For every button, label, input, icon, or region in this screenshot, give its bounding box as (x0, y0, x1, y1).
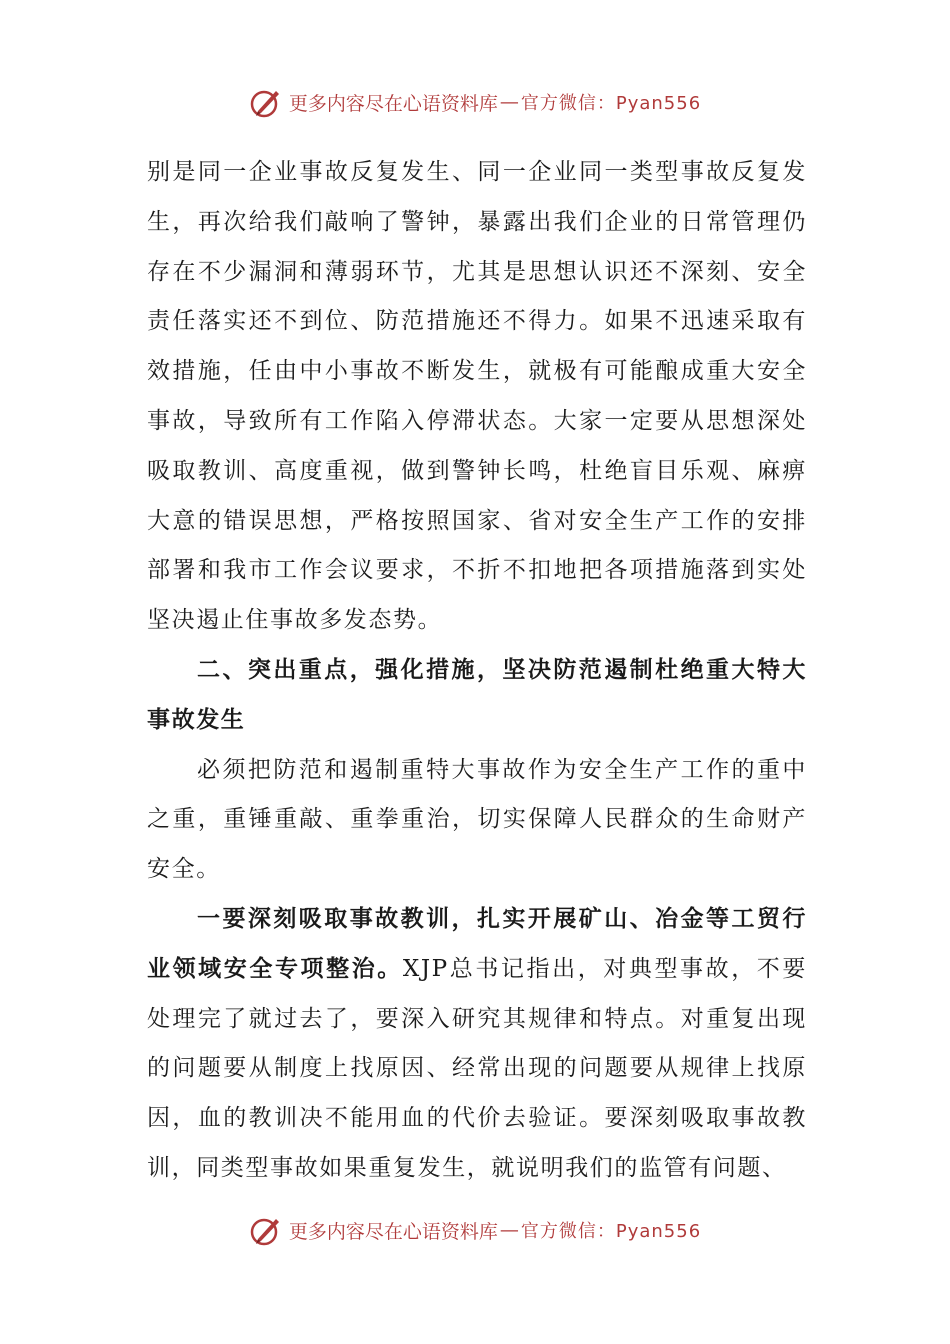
banner-dash: — (499, 1219, 519, 1241)
paragraph-1: 别是同一企业事故反复发生、同一企业同一类型事故反复发生，再次给我们敲响了警钟，暴露出我们企业的日常管理仍存在不少漏洞和薄弱环节，尤其是思想认识还不深刻、安全责任落实还不到位、防范措施还不得力。如果不迅速采取有效措施，任由中小事故不断发生，就极有可能酿成重大安全事故，导致所有工作陷入停滞状态。大家一定要从思想深处吸取教训、高度重视，做到警钟长鸣，杜绝盲目乐观、麻痹大意的错误思想，严格按照国家、省对安全生产工作的安排部署和我市工作会议要求，不折不扣地把各项措施落到实处坚决遏止住事故多发态势。 (147, 159, 807, 634)
section-heading-2: 二、突出重点，强化措施，坚决防范遏制杜绝重大特大事故发生 (147, 656, 807, 733)
paragraph-3-lead: 一要深刻吸取事故教训，扎实开展矿山、冶金等工贸行业领域安全专项整治。 (147, 905, 807, 982)
pen-logo-icon (249, 1213, 283, 1247)
pen-logo-icon (249, 85, 283, 119)
paragraph-3 (147, 895, 807, 1194)
banner-dash: — (499, 91, 519, 113)
banner-site-text: 更多内容尽在心语资料库 (288, 92, 498, 115)
paragraph-3-body: XJP总书记指出，对典型事故，不要处理完了就过去了，要深入研究其规律和特点。对重复出现的问题要从制度上找原因、经常出现的问题要从规律上找原因，血的教训决不能用血的代价去验证。要深刻吸取事故教训，同类型事故如果重复发生，就说明我们的监管有问题、 (147, 955, 807, 1181)
banner-site-text: 更多内容尽在心语资料库 (288, 1220, 498, 1243)
document-body (147, 148, 807, 1194)
header-banner (0, 82, 950, 122)
banner-wechat-text: 官方微信：Pyan556 (520, 93, 702, 114)
banner-wechat-text: 官方微信：Pyan556 (520, 1221, 702, 1242)
footer-banner (0, 1210, 950, 1250)
paragraph-2: 必须把防范和遏制重特大事故作为安全生产工作的重中之重，重锤重敲、重拳重治，切实保障人民群众的生命财产安全。 (147, 756, 807, 883)
